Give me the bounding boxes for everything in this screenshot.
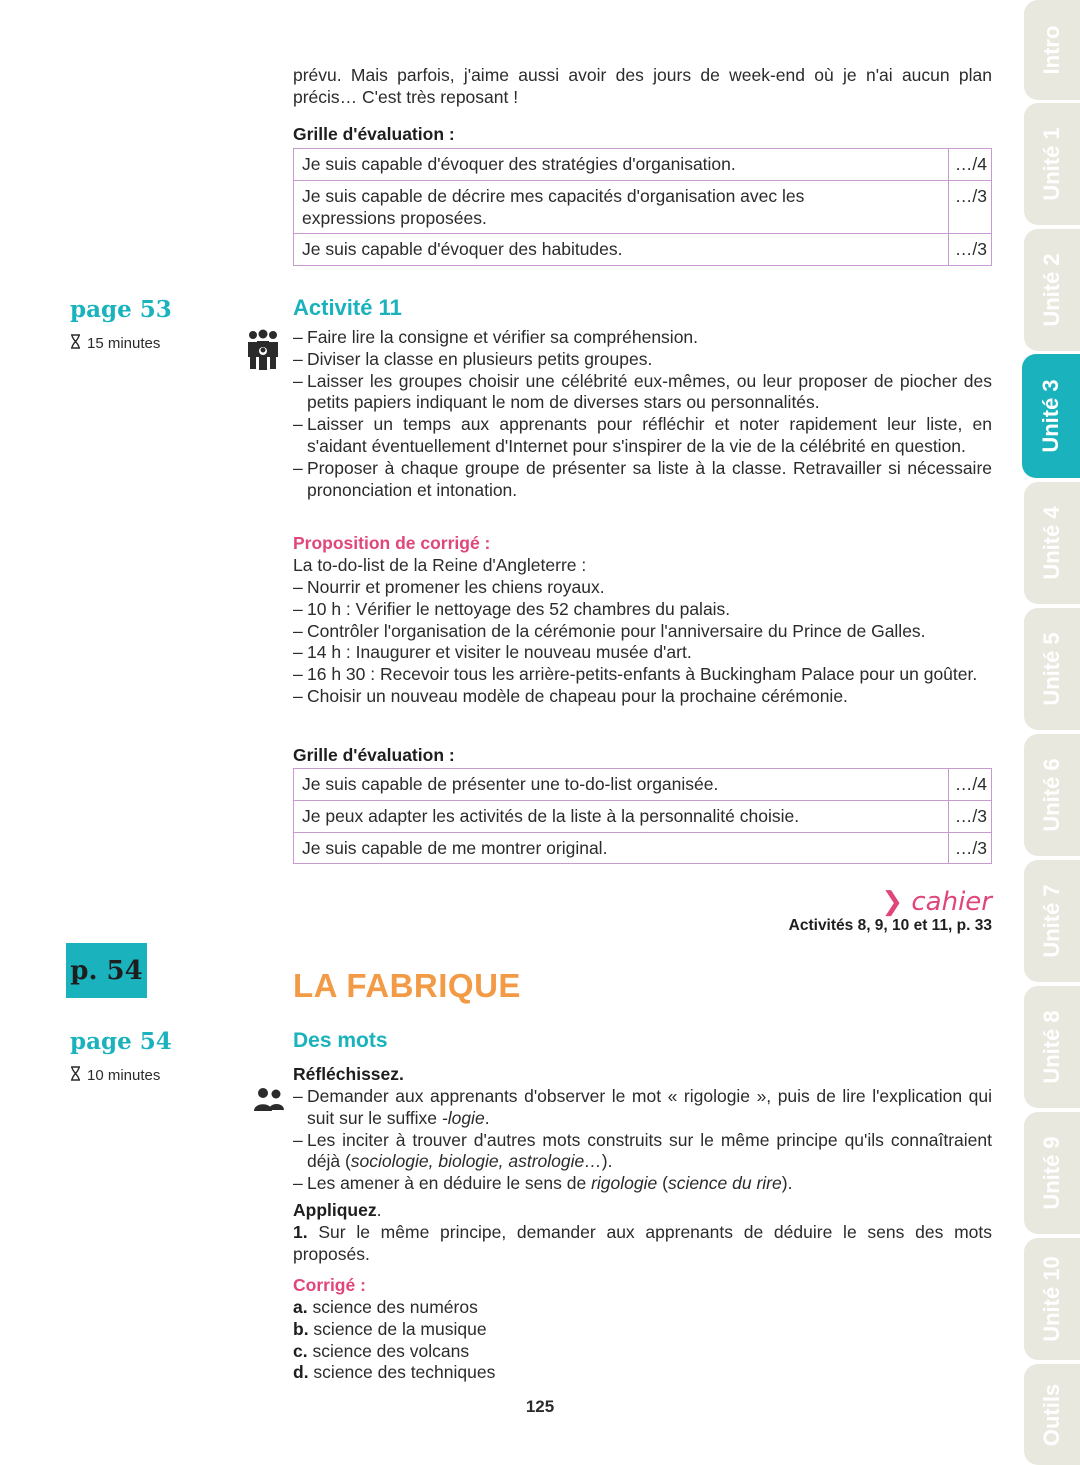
score-cell: …/3 xyxy=(948,234,991,266)
list-item: – Nourrir et promener les chiens royaux. xyxy=(293,577,605,597)
table-cell: Je suis capable d'évoquer des habitudes. xyxy=(294,234,949,266)
section-title: LA FABRIQUE xyxy=(293,967,521,1004)
side-page-label-53: page 53 xyxy=(70,296,172,323)
page-number: 125 xyxy=(525,1397,555,1416)
corrige-list xyxy=(293,577,992,708)
table-row xyxy=(294,234,992,266)
corrige-title: Proposition de corrigé : xyxy=(293,533,491,553)
table-cell: Je suis capable de présenter une to-do-list organisée. xyxy=(294,769,949,801)
table-row xyxy=(294,832,992,864)
tab-outils[interactable]: Outils xyxy=(1024,1364,1080,1465)
grille-title-2: Grille d'évaluation : xyxy=(293,745,455,765)
list-item: – 16 h 30 : Recevoir tous les arrière-petits-enfants à Buckingham Palace pour un goûter. xyxy=(293,664,978,685)
cahier-reference xyxy=(700,887,992,935)
appliquez-instruction: 1. Sur le même principe, demander aux apprenants de déduire le sens des mots proposés. xyxy=(293,1222,992,1264)
table-cell: Je suis capable d'évoquer des stratégies d'organisation. xyxy=(294,149,949,181)
score-cell: …/3 xyxy=(948,832,991,864)
chevron-right-icon: ❯ xyxy=(881,887,904,917)
side-duration-1 xyxy=(70,334,160,353)
tab-unite-4[interactable]: Unité 4 xyxy=(1024,482,1080,604)
table-row xyxy=(294,769,992,801)
duration-text: 10 minutes xyxy=(87,1067,161,1084)
list-item: d. science des techniques xyxy=(293,1362,496,1383)
side-duration-2 xyxy=(70,1066,160,1085)
pair-icon xyxy=(253,1087,285,1118)
score-cell: …/3 xyxy=(948,800,991,832)
list-item: a. science des numéros xyxy=(293,1297,478,1317)
list-item: – Les inciter à trouver d'autres mots construits sur le même principe qu'ils connaîtraient déjà (sociologie, biologie, astrologie…). xyxy=(293,1129,992,1172)
evaluation-table-2 xyxy=(293,768,992,864)
section-subtitle: Des mots xyxy=(293,1029,388,1052)
unit-tab-bar xyxy=(1022,0,1080,1465)
list-item: – Contrôler l'organisation de la cérémonie pour l'anniversaire du Prince de Galles. xyxy=(293,620,926,641)
reflechissez-heading: Réfléchissez. xyxy=(293,1064,404,1084)
tab-unite-2[interactable]: Unité 2 xyxy=(1024,229,1080,351)
appliquez-heading: Appliquez. xyxy=(293,1200,382,1220)
tab-unite-9[interactable]: Unité 9 xyxy=(1024,1112,1080,1234)
list-item: – Choisir un nouveau modèle de chapeau pour la prochaine cérémonie. xyxy=(293,685,848,706)
activity-instructions xyxy=(293,327,992,501)
group-icon xyxy=(246,329,280,376)
intro-paragraph: prévu. Mais parfois, j'aime aussi avoir des jours de week-end où je n'ai aucun plan précis… C'est très reposant ! xyxy=(293,65,992,107)
page-badge-text: p. 54 xyxy=(70,955,143,986)
hourglass-icon xyxy=(70,1066,81,1085)
tab-unite-1[interactable]: Unité 1 xyxy=(1024,103,1080,225)
list-item: – Diviser la classe en plusieurs petits groupes. xyxy=(293,348,653,369)
tab-unite-6[interactable]: Unité 6 xyxy=(1024,734,1080,856)
duration-text: 15 minutes xyxy=(87,335,161,352)
hourglass-icon xyxy=(70,334,81,353)
score-cell: …/4 xyxy=(948,149,991,181)
list-item: – Proposer à chaque groupe de présenter sa liste à la classe. Retravailler si nécessaire prononciation et intonation. xyxy=(293,457,992,500)
table-row xyxy=(294,180,992,234)
answer-list xyxy=(293,1297,992,1384)
tab-unite-10[interactable]: Unité 10 xyxy=(1024,1238,1080,1360)
tab-unite-8[interactable]: Unité 8 xyxy=(1024,986,1080,1108)
side-page-label-54: page 54 xyxy=(70,1028,172,1055)
list-item: – Les amener à en déduire le sens de rigologie (science du rire). xyxy=(293,1173,793,1194)
activity-title: Activité 11 xyxy=(293,295,402,320)
grille-title-1: Grille d'évaluation : xyxy=(293,124,455,144)
list-item: – Demander aux apprenants d'observer le mot « rigologie », puis de lire l'explication qui suit sur le suffixe -logie. xyxy=(293,1086,992,1128)
tab-unite-5[interactable]: Unité 5 xyxy=(1024,608,1080,730)
list-item: – Faire lire la consigne et vérifier sa compréhension. xyxy=(293,327,699,347)
list-item: c. science des volcans xyxy=(293,1340,470,1361)
cahier-label: cahier xyxy=(911,887,992,917)
list-item: b. science de la musique xyxy=(293,1318,487,1339)
table-row xyxy=(294,149,992,181)
list-item: – Laisser un temps aux apprenants pour réfléchir et noter rapidement leur liste, en s'aidant éventuellement d'Internet pour s'inspirer de la vie de la célébrité en question. xyxy=(293,414,992,456)
table-row xyxy=(294,800,992,832)
list-item: – Laisser les groupes choisir une célébrité eux-mêmes, ou leur proposer de piocher des petits papiers indiquant le nom de diverses stars ou personnalités. xyxy=(293,370,992,413)
list-item: – 10 h : Vérifier le nettoyage des 52 chambres du palais. xyxy=(293,598,731,619)
reflechissez-list xyxy=(293,1086,992,1195)
table-cell: Je suis capable de décrire mes capacités d'organisation avec les expressions proposées. xyxy=(294,180,949,234)
page-badge xyxy=(66,943,147,998)
table-cell: Je suis capable de me montrer original. xyxy=(294,832,949,864)
tab-intro[interactable]: Intro xyxy=(1024,0,1080,100)
cahier-activities: Activités 8, 9, 10 et 11, p. 33 xyxy=(788,917,992,934)
tab-unite-7[interactable]: Unité 7 xyxy=(1024,860,1080,982)
table-cell: Je peux adapter les activités de la liste à la personnalité choisie. xyxy=(294,800,949,832)
evaluation-table-1 xyxy=(293,148,992,266)
corrige-heading: Corrigé : xyxy=(293,1275,366,1295)
score-cell: …/3 xyxy=(948,180,991,234)
score-cell: …/4 xyxy=(948,769,991,801)
tab-unite-3[interactable]: Unité 3 xyxy=(1022,354,1080,478)
corrige-intro: La to-do-list de la Reine d'Angleterre : xyxy=(293,555,587,575)
list-item: – 14 h : Inaugurer et visiter le nouveau musée d'art. xyxy=(293,642,692,663)
